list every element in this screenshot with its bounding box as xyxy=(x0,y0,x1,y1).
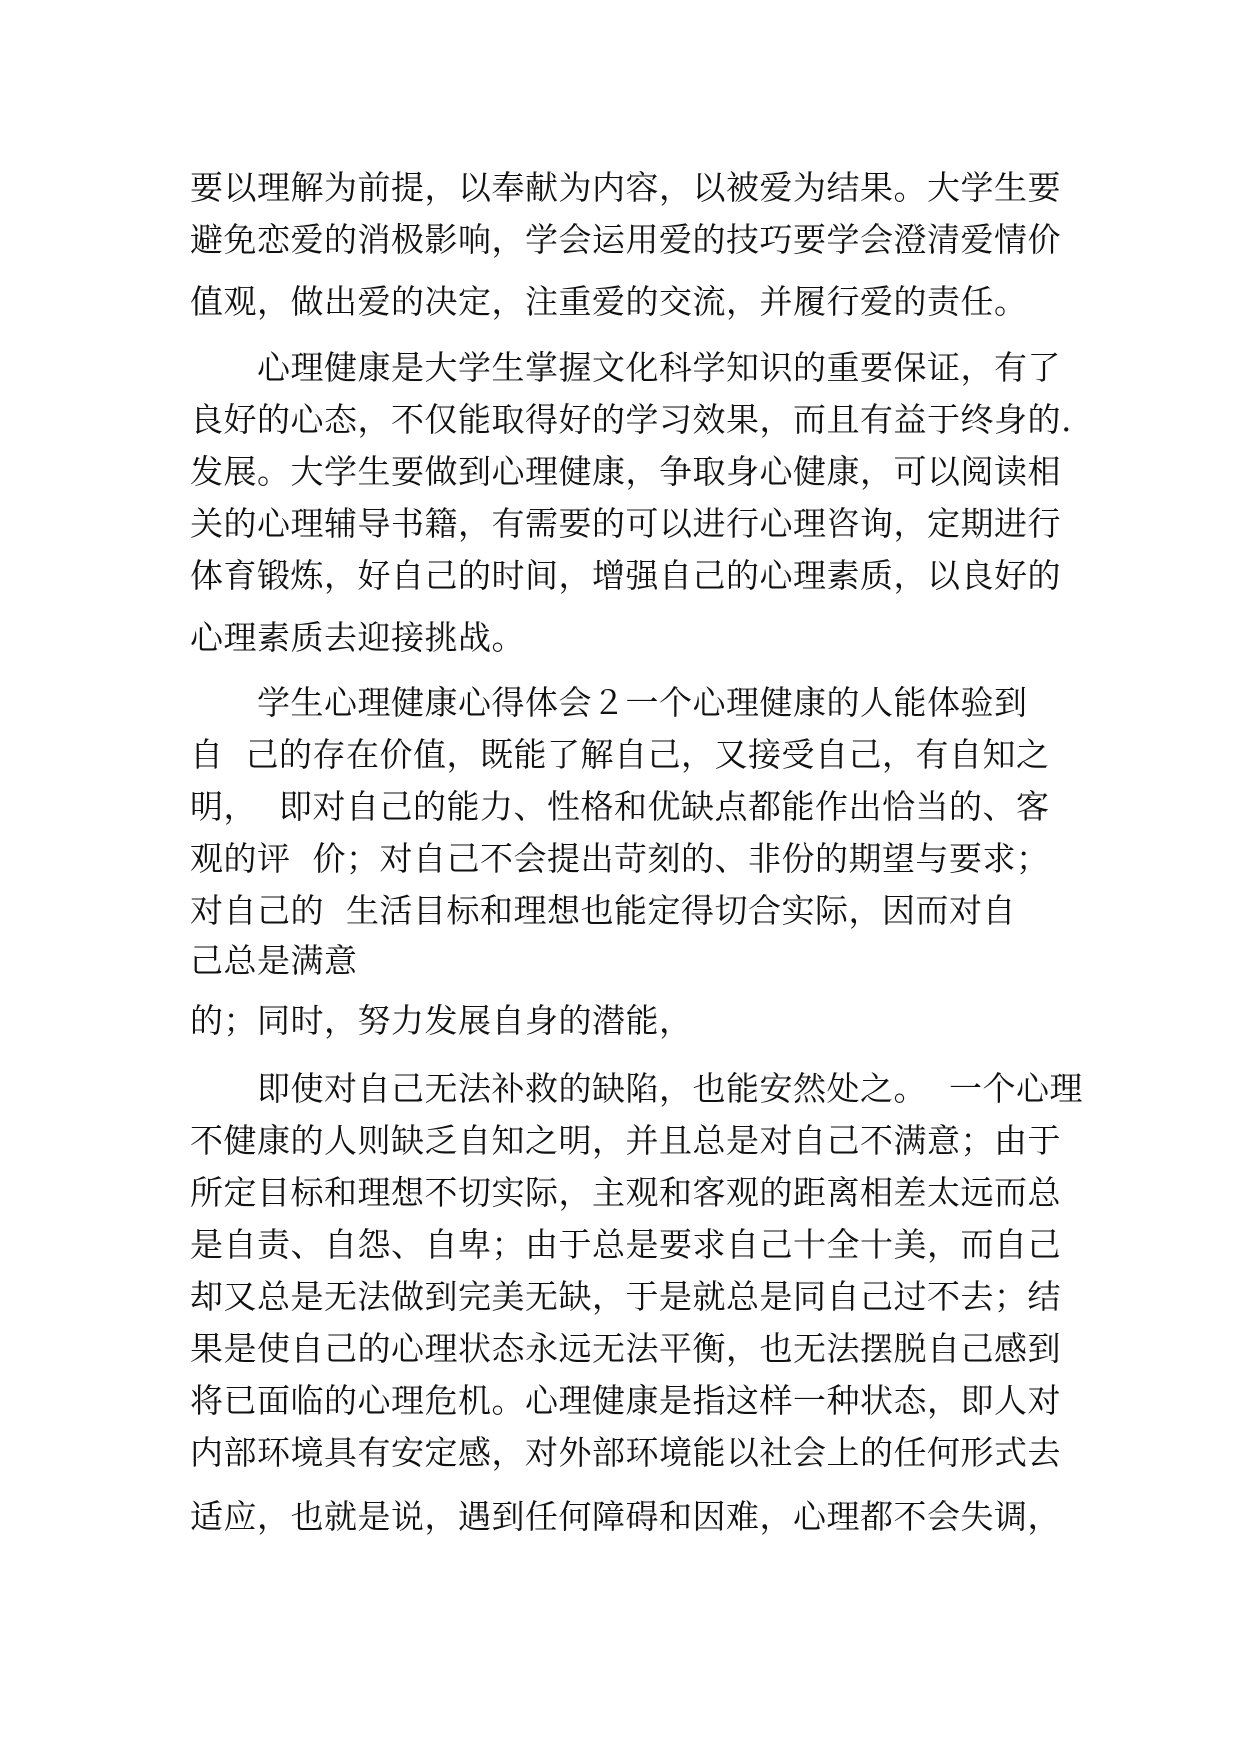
text-line: 适应，也就是说，遇到任何障碍和因难，心理都不会失调， xyxy=(190,1497,1061,1536)
text-line: 却又总是无法做到完美无缺，于是就总是同自己过不去；结 xyxy=(190,1277,1061,1316)
text-line: 值观，做出爱的决定，注重爱的交流，并履行爱的责任。 xyxy=(190,282,1028,321)
text-line: 心理素质去迎接挑战。 xyxy=(190,618,525,657)
text-line: 将已面临的心理危机。心理健康是指这样一种状态，即人对 xyxy=(190,1381,1061,1420)
text-line: 即使对自己无法补救的缺陷，也能安然处之。 一个心理 xyxy=(190,1069,1083,1108)
text-line: 关的心理辅导书籍，有需要的可以进行心理咨询，定期进行 xyxy=(190,504,1061,543)
text-line: 是自责、自怨、自卑；由于总是要求自己十全十美，而自己 xyxy=(190,1225,1061,1264)
text-line: 对自己的 生活目标和理想也能定得切合实际，因而对自 xyxy=(190,891,1016,930)
text-line: 果是使自己的心理状态永远无法平衡，也无法摆脱自己感到 xyxy=(190,1329,1061,1368)
text-line: 发展。大学生要做到心理健康，争取身心健康，可以阅读相 xyxy=(190,452,1061,491)
text-line: 所定目标和理想不切实际，主观和客观的距离相差太远而总 xyxy=(190,1173,1061,1212)
text-line: 避免恋爱的消极影响，学会运用爱的技巧要学会澄清爱情价 xyxy=(190,220,1061,259)
text-line: 己总是满意 xyxy=(190,941,358,980)
text-line: 要以理解为前提，以奉献为内容，以被爱为结果。大学生要 xyxy=(190,168,1061,207)
text-line: 的；同时，努力发展自身的潜能， xyxy=(190,1001,693,1040)
text-line: 良好的心态，不仅能取得好的学习效果，而且有益于终身的. xyxy=(190,400,1072,439)
text-line: 观的评 价；对自己不会提出苛刻的、非份的期望与要求； xyxy=(190,839,1050,878)
text-line: 内部环境具有安定感，对外部环境能以社会上的任何形式去 xyxy=(190,1433,1061,1472)
text-line: 不健康的人则缺乏自知之明，并且总是对自己不满意；由于 xyxy=(190,1121,1061,1160)
text-line: 自 己的存在价值，既能了解自己，又接受自己，有自知之 xyxy=(190,735,1050,774)
text-line: 学生心理健康心得体会２一个心理健康的人能体验到 xyxy=(190,683,1028,722)
text-line: 心理健康是大学生掌握文化科学知识的重要保证，有了 xyxy=(190,348,1061,387)
text-line: 明， 即对自己的能力、性格和优缺点都能作出恰当的、客 xyxy=(190,787,1050,826)
text-line: 体育锻炼，好自己的时间，增强自己的心理素质，以良好的 xyxy=(190,556,1061,595)
